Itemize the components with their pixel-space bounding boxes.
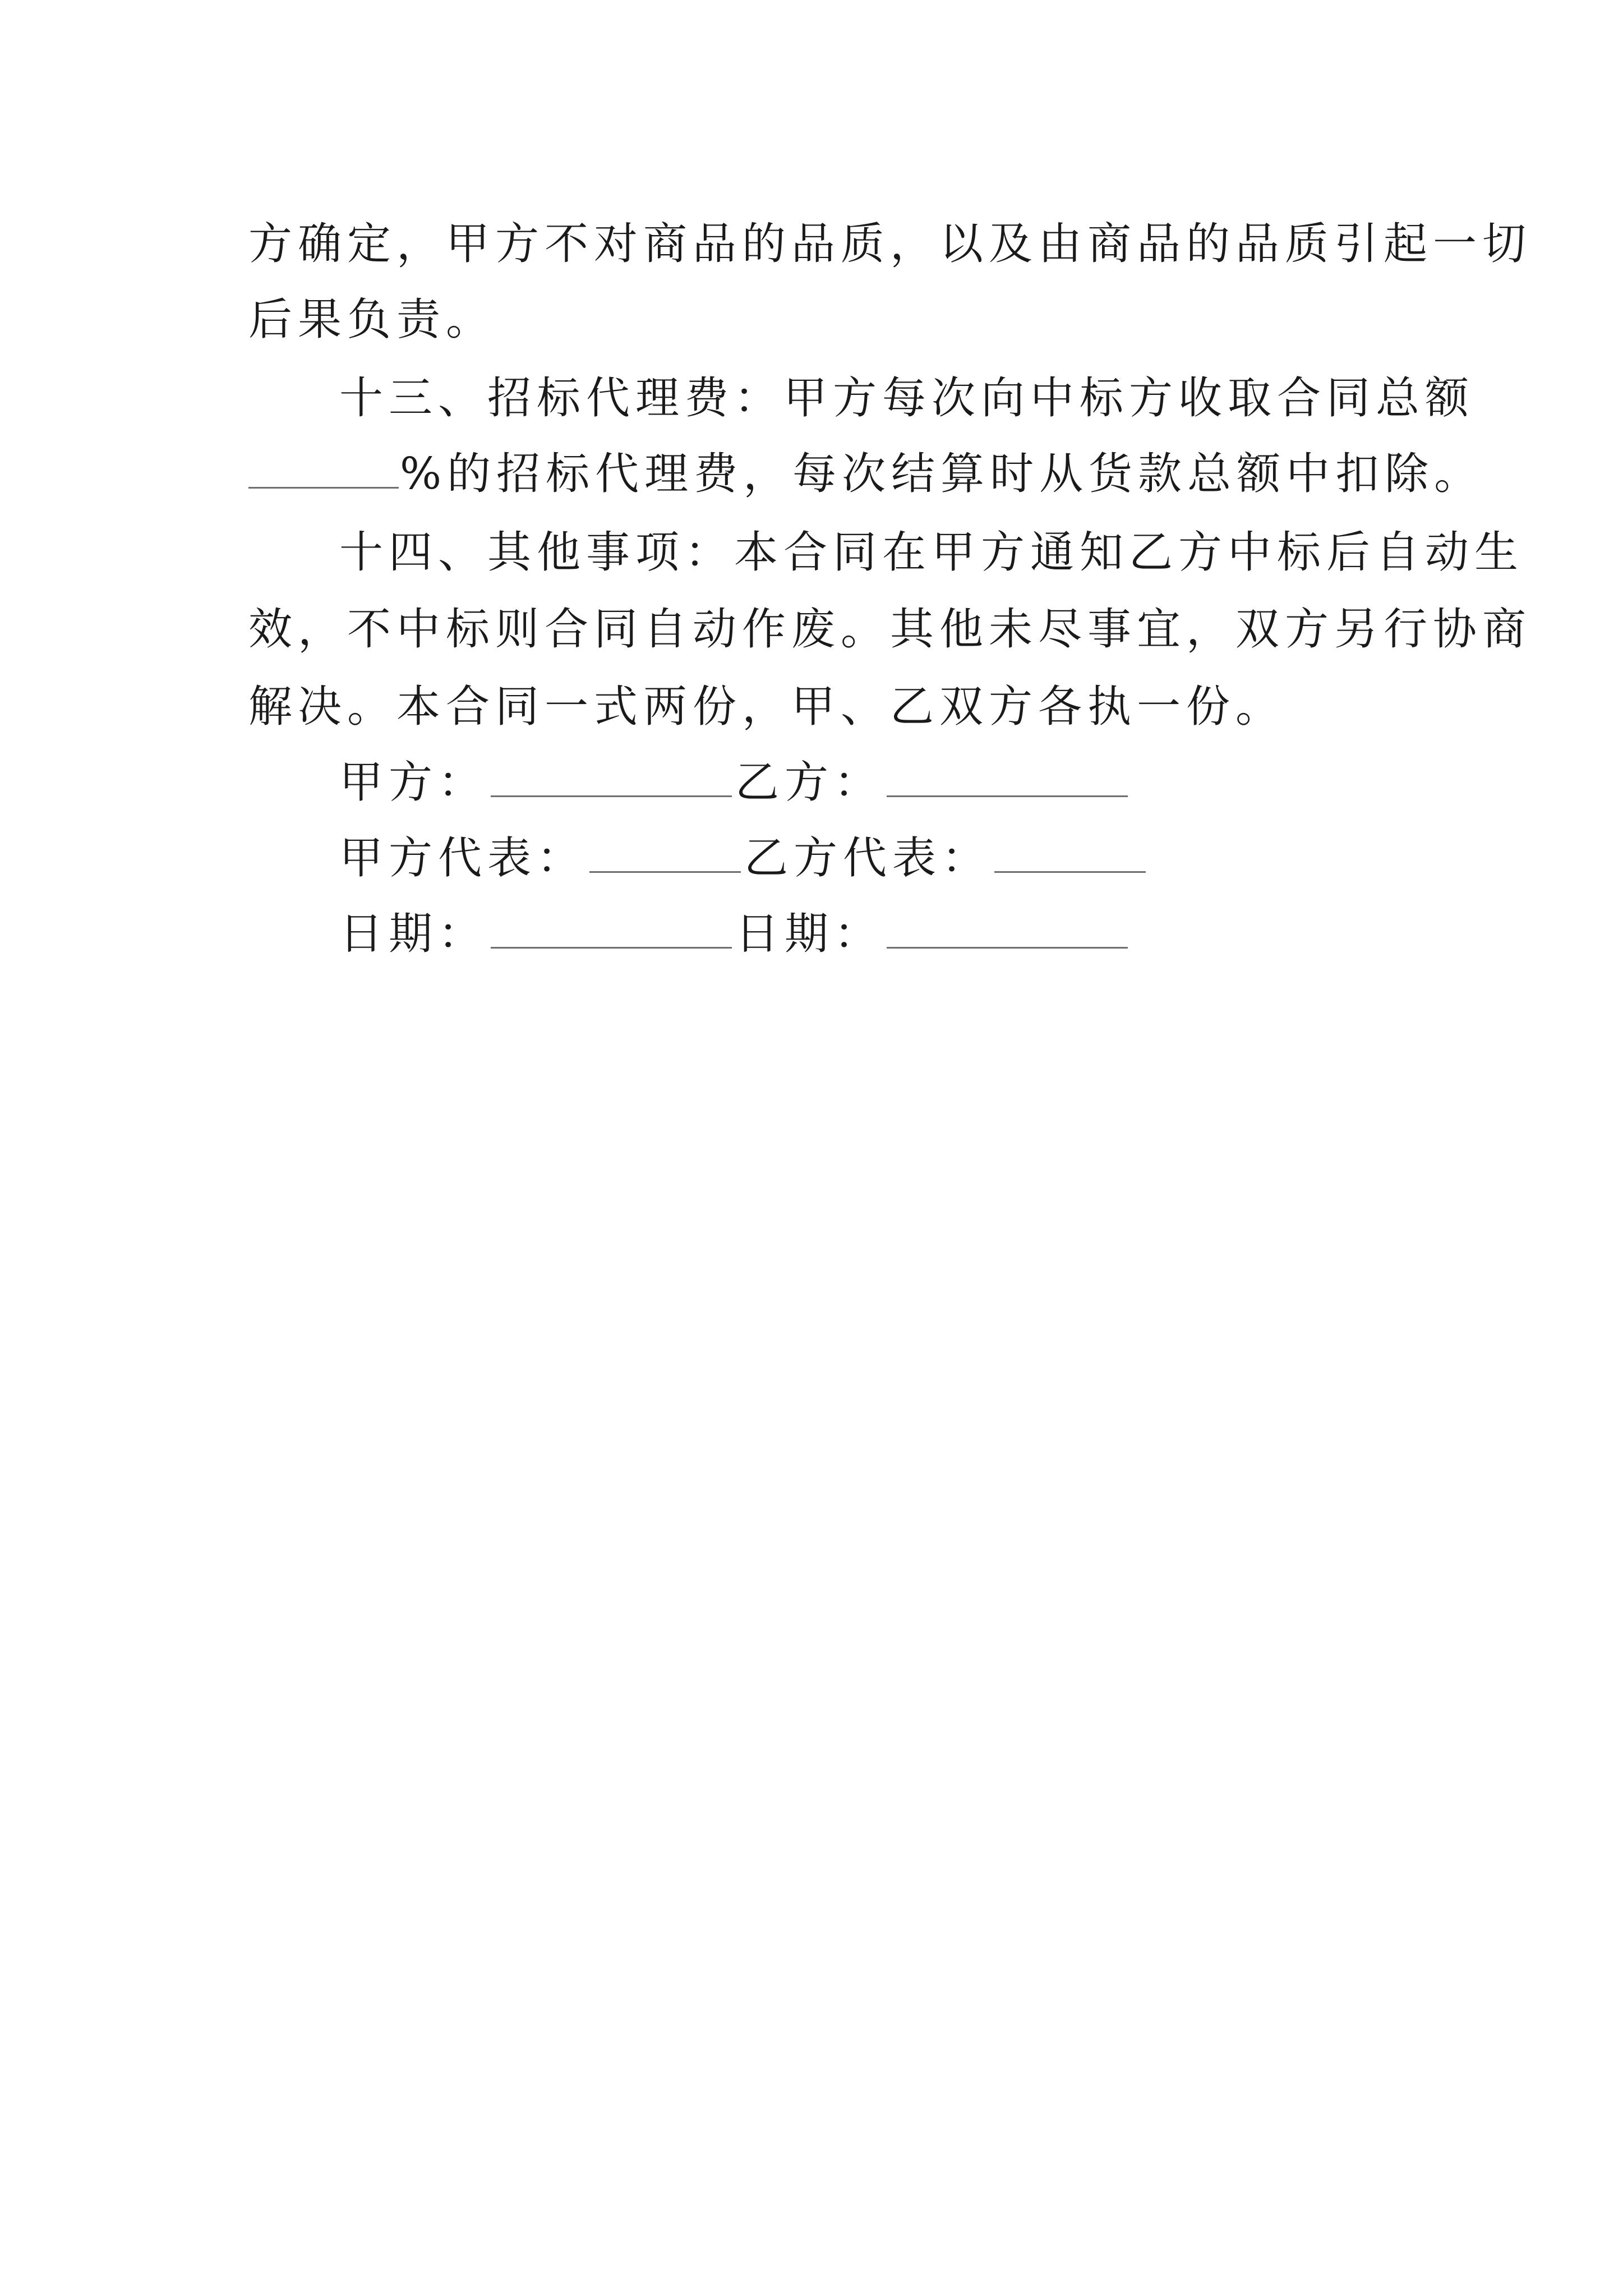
paragraph-14-line-2: 效，不中标则合同自动作废。其他未尽事宜，双方另行协商 <box>248 604 1532 655</box>
paragraph-14-line-1: 十四、其他事项：本合同在甲方通知乙方中标后自动生 <box>339 527 1524 578</box>
rep-b-label: 乙方代表： <box>744 833 992 884</box>
paragraph-12-line-1: 方确定，甲方不对商品的品质，以及由商品的品质引起一切 <box>248 219 1532 269</box>
signature-row-representatives <box>339 830 1149 886</box>
party-a-label: 甲方： <box>339 757 488 808</box>
paragraph-13-line-2 <box>248 446 1484 502</box>
rep-a-label: 甲方代表： <box>339 833 587 884</box>
rep-b-blank[interactable] <box>994 831 1146 873</box>
paragraph-13-line-2-text: %的招标代理费，每次结算时从货款总额中扣除。 <box>400 449 1484 499</box>
signature-row-parties <box>339 754 1131 811</box>
paragraph-13-line-1: 十三、招标代理费：甲方每次向中标方收取合同总额 <box>339 373 1475 424</box>
rep-a-blank[interactable] <box>589 831 741 873</box>
paragraph-12-line-2: 后果负责。 <box>248 295 496 345</box>
date-a-blank[interactable] <box>491 907 732 949</box>
party-a-blank[interactable] <box>491 755 732 797</box>
party-b-label: 乙方： <box>735 757 884 808</box>
signature-row-dates <box>339 906 1131 962</box>
date-b-label: 日期： <box>735 909 884 959</box>
paragraph-14-line-3: 解决。本合同一式两份，甲、乙双方各执一份。 <box>248 682 1285 732</box>
date-b-blank[interactable] <box>887 907 1128 949</box>
party-b-blank[interactable] <box>887 755 1128 797</box>
fee-percent-blank[interactable] <box>248 447 399 489</box>
date-a-label: 日期： <box>339 909 488 959</box>
